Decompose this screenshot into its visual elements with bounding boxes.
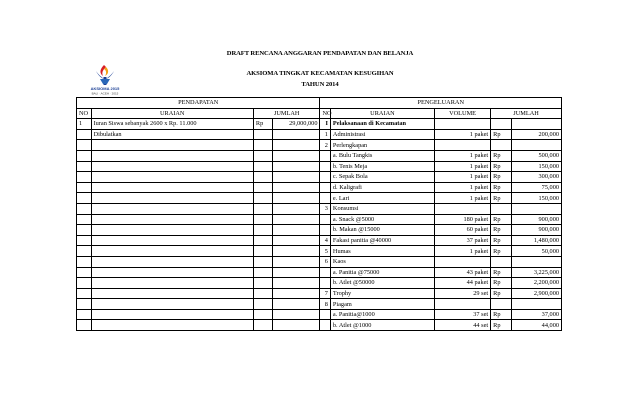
expense-volume-cell — [434, 140, 490, 151]
expense-volume-cell — [434, 119, 490, 130]
expense-volume-cell — [434, 299, 490, 310]
income-uraian-cell — [91, 320, 253, 331]
svg-text:AKSIOMA 2015: AKSIOMA 2015 — [90, 86, 120, 91]
expense-volume-cell: 44 paket — [434, 278, 490, 289]
income-amount-cell — [272, 278, 320, 289]
income-currency-cell: Rp — [253, 119, 272, 130]
expense-volume-cell: 1 paket — [434, 246, 490, 257]
expense-currency-cell: Rp — [491, 214, 512, 225]
expense-no-cell: 3 — [320, 203, 330, 214]
expense-currency-cell — [491, 256, 512, 267]
table-row — [77, 172, 562, 183]
income-uraian-cell — [91, 150, 253, 161]
income-currency-cell — [253, 172, 272, 183]
expense-uraian-cell: Fakasi panitia @40000 — [330, 235, 434, 246]
income-uraian-cell — [91, 161, 253, 172]
expense-amount-cell — [511, 119, 561, 130]
expense-currency-cell: Rp — [491, 246, 512, 257]
income-uraian-cell — [91, 182, 253, 193]
income-currency-cell — [253, 225, 272, 236]
income-amount-cell — [272, 150, 320, 161]
table-row — [77, 288, 562, 299]
expense-no-cell — [320, 214, 330, 225]
expense-amount-cell: 75,000 — [511, 182, 561, 193]
expense-no-cell — [320, 309, 330, 320]
income-currency-cell — [253, 320, 272, 331]
income-amount-cell — [272, 140, 320, 151]
expense-uraian-cell: a. Bulu Tangkis — [330, 150, 434, 161]
col-header-volume: VOLUME — [434, 108, 490, 119]
expense-currency-cell: Rp — [491, 172, 512, 183]
expense-currency-cell — [491, 299, 512, 310]
income-amount-cell — [272, 235, 320, 246]
income-no-cell — [77, 299, 92, 310]
income-uraian-cell — [91, 214, 253, 225]
expense-no-cell: 8 — [320, 299, 330, 310]
income-no-cell — [77, 203, 92, 214]
income-no-cell — [77, 246, 92, 257]
group-expense-header: PENGELUARAN — [320, 98, 562, 109]
income-amount-cell — [272, 288, 320, 299]
income-no-cell — [77, 320, 92, 331]
expense-amount-cell: 500,000 — [511, 150, 561, 161]
col-header-uraian-expense: URAIAN — [330, 108, 434, 119]
income-no-cell — [77, 267, 92, 278]
table-row — [77, 278, 562, 289]
income-no-cell — [77, 150, 92, 161]
expense-volume-cell: 1 paket — [434, 193, 490, 204]
group-header-row — [77, 98, 562, 109]
expense-no-cell: I — [320, 119, 330, 130]
column-header-row — [77, 108, 562, 119]
expense-amount-cell: 150,000 — [511, 193, 561, 204]
table-row — [77, 129, 562, 140]
income-amount-cell: 29,000,000 — [272, 119, 320, 130]
expense-volume-cell: 180 paket — [434, 214, 490, 225]
table-row — [77, 320, 562, 331]
expense-uraian-cell: Piagam — [330, 299, 434, 310]
expense-no-cell — [320, 320, 330, 331]
expense-amount-cell — [511, 140, 561, 151]
table-row — [77, 309, 562, 320]
expense-currency-cell — [491, 203, 512, 214]
income-currency-cell — [253, 246, 272, 257]
income-no-cell: 1 — [77, 119, 92, 130]
expense-volume-cell: 37 set — [434, 309, 490, 320]
expense-currency-cell: Rp — [491, 309, 512, 320]
expense-no-cell — [320, 278, 330, 289]
expense-uraian-cell: a. Panitia@1000 — [330, 309, 434, 320]
expense-amount-cell: 2,200,000 — [511, 278, 561, 289]
income-currency-cell — [253, 182, 272, 193]
table-row — [77, 161, 562, 172]
expense-currency-cell: Rp — [491, 193, 512, 204]
income-currency-cell — [253, 193, 272, 204]
income-no-cell — [77, 235, 92, 246]
table-row — [77, 214, 562, 225]
expense-uraian-cell: Administrasi — [330, 129, 434, 140]
expense-no-cell — [320, 150, 330, 161]
income-amount-cell — [272, 203, 320, 214]
expense-amount-cell: 300,000 — [511, 172, 561, 183]
expense-uraian-cell: b. Tenis Meja — [330, 161, 434, 172]
document-subtitle: AKSIOMA TINGKAT KECAMATAN KESUGIHAN — [246, 70, 394, 77]
table-row — [77, 150, 562, 161]
income-amount-cell — [272, 193, 320, 204]
income-uraian-cell — [91, 225, 253, 236]
expense-amount-cell: 900,000 — [511, 225, 561, 236]
income-no-cell — [77, 288, 92, 299]
income-currency-cell — [253, 161, 272, 172]
income-currency-cell — [253, 267, 272, 278]
table-row — [77, 246, 562, 257]
expense-volume-cell: 1 paket — [434, 161, 490, 172]
expense-amount-cell — [511, 299, 561, 310]
income-amount-cell — [272, 161, 320, 172]
income-no-cell — [77, 129, 92, 140]
expense-currency-cell: Rp — [491, 278, 512, 289]
expense-uraian-cell: a. Panitia @75000 — [330, 267, 434, 278]
table-row — [77, 267, 562, 278]
table-row — [77, 256, 562, 267]
col-header-no-expense: NO — [320, 108, 330, 119]
col-header-jumlah-expense: JUMLAH — [491, 108, 562, 119]
income-no-cell — [77, 193, 92, 204]
expense-currency-cell: Rp — [491, 161, 512, 172]
document-year: TAHUN 2014 — [301, 81, 339, 88]
income-uraian-cell: Dibulatkan — [91, 129, 253, 140]
income-no-cell — [77, 172, 92, 183]
expense-currency-cell: Rp — [491, 150, 512, 161]
income-uraian-cell — [91, 278, 253, 289]
income-no-cell — [77, 256, 92, 267]
expense-uraian-cell: a. Snack @5000 — [330, 214, 434, 225]
table-row — [77, 225, 562, 236]
col-header-no: NO — [77, 108, 92, 119]
expense-amount-cell: 1,480,000 — [511, 235, 561, 246]
aksioma-logo — [84, 63, 126, 97]
expense-no-cell: 6 — [320, 256, 330, 267]
document-title: DRAFT RENCANA ANGGARAN PENDAPATAN DAN BELANJA — [226, 50, 414, 57]
income-no-cell — [77, 214, 92, 225]
expense-amount-cell: 37,000 — [511, 309, 561, 320]
expense-amount-cell: 150,000 — [511, 161, 561, 172]
income-currency-cell — [253, 150, 272, 161]
income-uraian-cell — [91, 235, 253, 246]
expense-no-cell: 4 — [320, 235, 330, 246]
expense-currency-cell — [491, 119, 512, 130]
income-uraian-cell — [91, 299, 253, 310]
income-amount-cell — [272, 129, 320, 140]
table-row — [77, 182, 562, 193]
col-header-uraian: URAIAN — [91, 108, 253, 119]
budget-table — [76, 97, 562, 331]
income-uraian-cell — [91, 256, 253, 267]
expense-currency-cell: Rp — [491, 182, 512, 193]
expense-currency-cell — [491, 140, 512, 151]
expense-uraian-cell: Trophy — [330, 288, 434, 299]
table-row — [77, 299, 562, 310]
income-no-cell — [77, 278, 92, 289]
expense-no-cell — [320, 161, 330, 172]
income-currency-cell — [253, 214, 272, 225]
expense-amount-cell — [511, 203, 561, 214]
income-uraian-cell — [91, 288, 253, 299]
group-income-header: PENDAPATAN — [77, 98, 320, 109]
income-uraian-cell: Iuran Siswa sebanyak 2600 x Rp. 11.000 — [91, 119, 253, 130]
expense-uraian-cell: Perlengkapan — [330, 140, 434, 151]
table-row — [77, 235, 562, 246]
expense-volume-cell: 1 paket — [434, 129, 490, 140]
expense-amount-cell: 200,000 — [511, 129, 561, 140]
expense-volume-cell: 43 paket — [434, 267, 490, 278]
expense-no-cell — [320, 172, 330, 183]
expense-no-cell — [320, 182, 330, 193]
income-amount-cell — [272, 267, 320, 278]
table-row — [77, 203, 562, 214]
expense-amount-cell — [511, 256, 561, 267]
income-uraian-cell — [91, 172, 253, 183]
expense-amount-cell: 3,225,000 — [511, 267, 561, 278]
table-row — [77, 140, 562, 151]
income-currency-cell — [253, 309, 272, 320]
expense-no-cell: 5 — [320, 246, 330, 257]
expense-amount-cell: 900,000 — [511, 214, 561, 225]
income-uraian-cell — [91, 140, 253, 151]
expense-no-cell — [320, 267, 330, 278]
col-header-jumlah: JUMLAH — [253, 108, 320, 119]
expense-volume-cell: 29 set — [434, 288, 490, 299]
expense-currency-cell: Rp — [491, 235, 512, 246]
expense-uraian-cell: Humas — [330, 246, 434, 257]
income-uraian-cell — [91, 203, 253, 214]
income-amount-cell — [272, 225, 320, 236]
expense-currency-cell: Rp — [491, 129, 512, 140]
expense-volume-cell — [434, 256, 490, 267]
income-currency-cell — [253, 129, 272, 140]
expense-volume-cell: 1 paket — [434, 172, 490, 183]
expense-uraian-cell: Kaos — [330, 256, 434, 267]
expense-uraian-cell: c. Sepak Bola — [330, 172, 434, 183]
expense-uraian-cell: e. Lari — [330, 193, 434, 204]
income-amount-cell — [272, 182, 320, 193]
table-row — [77, 119, 562, 130]
expense-currency-cell: Rp — [491, 288, 512, 299]
income-currency-cell — [253, 299, 272, 310]
income-currency-cell — [253, 278, 272, 289]
income-no-cell — [77, 140, 92, 151]
income-currency-cell — [253, 140, 272, 151]
income-amount-cell — [272, 256, 320, 267]
expense-volume-cell: 44 set — [434, 320, 490, 331]
expense-uraian-cell: Pelaksanaan di Kecamatan — [330, 119, 434, 130]
expense-no-cell: 2 — [320, 140, 330, 151]
expense-currency-cell: Rp — [491, 320, 512, 331]
table-row — [77, 193, 562, 204]
expense-uraian-cell: b. Atlet @1000 — [330, 320, 434, 331]
income-currency-cell — [253, 235, 272, 246]
expense-volume-cell — [434, 203, 490, 214]
expense-no-cell — [320, 193, 330, 204]
expense-currency-cell: Rp — [491, 225, 512, 236]
expense-amount-cell: 50,000 — [511, 246, 561, 257]
income-no-cell — [77, 182, 92, 193]
income-uraian-cell — [91, 309, 253, 320]
income-no-cell — [77, 225, 92, 236]
income-amount-cell — [272, 172, 320, 183]
income-amount-cell — [272, 214, 320, 225]
income-currency-cell — [253, 203, 272, 214]
income-uraian-cell — [91, 193, 253, 204]
income-amount-cell — [272, 320, 320, 331]
income-no-cell — [77, 161, 92, 172]
expense-uraian-cell: d. Kaligrafi — [330, 182, 434, 193]
expense-uraian-cell: b. Makan @15000 — [330, 225, 434, 236]
expense-volume-cell: 60 paket — [434, 225, 490, 236]
expense-no-cell: 7 — [320, 288, 330, 299]
income-amount-cell — [272, 309, 320, 320]
expense-currency-cell: Rp — [491, 267, 512, 278]
income-currency-cell — [253, 288, 272, 299]
income-no-cell — [77, 309, 92, 320]
svg-text:BALI · ACEH · 2015: BALI · ACEH · 2015 — [91, 91, 119, 96]
expense-no-cell — [320, 225, 330, 236]
expense-uraian-cell: Konsumsi — [330, 203, 434, 214]
expense-uraian-cell: b. Atlet @50000 — [330, 278, 434, 289]
income-amount-cell — [272, 246, 320, 257]
expense-volume-cell: 1 paket — [434, 182, 490, 193]
income-uraian-cell — [91, 246, 253, 257]
expense-volume-cell: 1 paket — [434, 150, 490, 161]
expense-amount-cell: 2,900,000 — [511, 288, 561, 299]
income-amount-cell — [272, 299, 320, 310]
expense-volume-cell: 37 paket — [434, 235, 490, 246]
income-currency-cell — [253, 256, 272, 267]
income-uraian-cell — [91, 267, 253, 278]
expense-amount-cell: 44,000 — [511, 320, 561, 331]
expense-no-cell: 1 — [320, 129, 330, 140]
